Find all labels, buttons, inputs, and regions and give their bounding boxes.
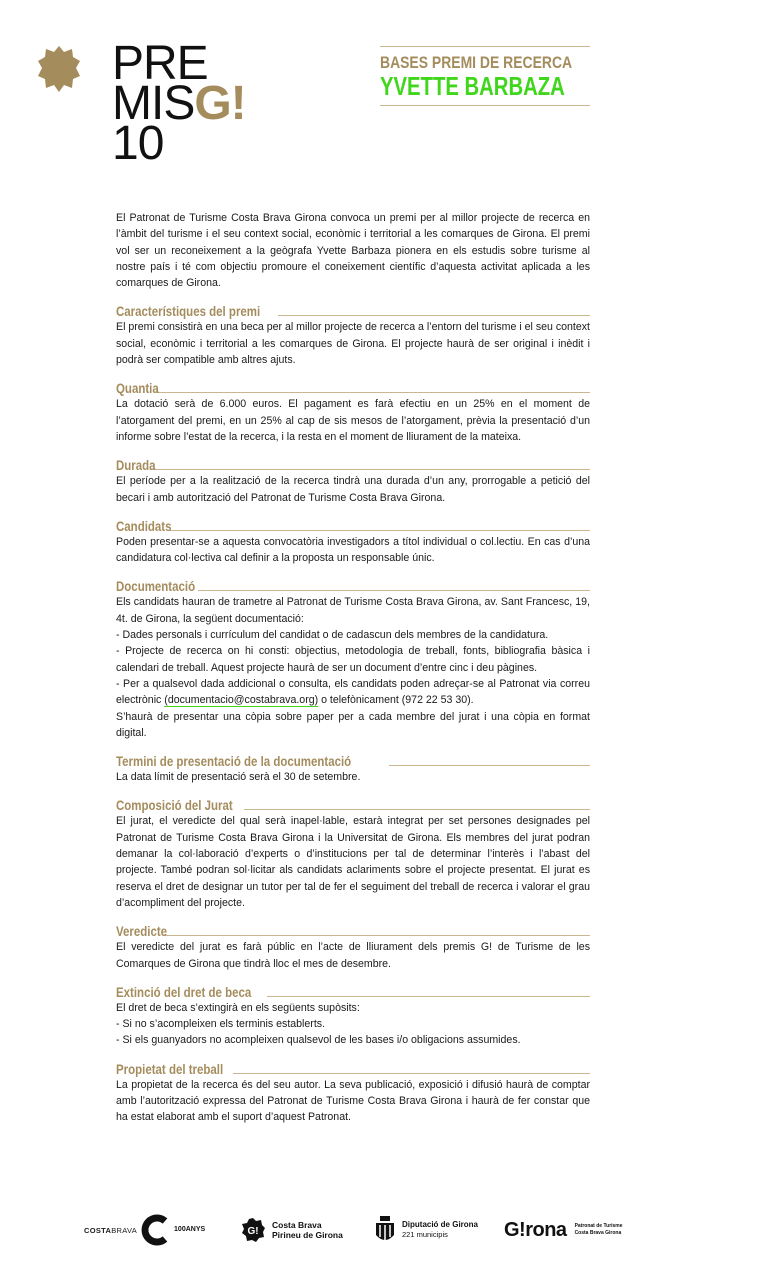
section-rule bbox=[154, 392, 590, 393]
patronat-line-2: Costa Brava Girona bbox=[574, 1230, 622, 1236]
logo-line-2-gold: G! bbox=[194, 77, 246, 130]
section-jurat bbox=[116, 793, 590, 911]
premis-logo bbox=[112, 37, 246, 170]
section-rule bbox=[150, 469, 590, 470]
section-header bbox=[116, 919, 590, 939]
title-box bbox=[380, 46, 590, 106]
list-item bbox=[116, 676, 590, 709]
section-header bbox=[116, 299, 590, 319]
section-rule bbox=[198, 590, 590, 591]
c-mark-icon bbox=[139, 1213, 173, 1247]
section-propietat bbox=[116, 1057, 590, 1126]
section-title: Composició del Jurat bbox=[116, 797, 233, 814]
section-title: Veredicte bbox=[116, 923, 168, 940]
section-paragraph: La propietat de la recerca és del seu autor. La seva publicació, exposició i difusió haurà de comptar amb l’autorització expressa del Patronat de Turisme Costa Brava Girona i haurà de fer constar que ha estat elaborat amb el suport d’aquest Patronat. bbox=[116, 1078, 590, 1124]
section-rule bbox=[164, 935, 590, 936]
logo-line-1: PRE bbox=[112, 37, 208, 90]
list-item: - Si els guanyadors no acompleixen qualsevol de les bases i/o obligacions assumides. bbox=[116, 1034, 521, 1047]
svg-text:G!: G! bbox=[247, 1226, 259, 1237]
section-header bbox=[116, 749, 590, 769]
section-header bbox=[116, 376, 590, 396]
girona-text: G!rona bbox=[504, 1218, 567, 1241]
section-header bbox=[116, 514, 590, 534]
g-badge-icon bbox=[240, 1217, 266, 1243]
section-rule bbox=[170, 530, 590, 531]
section-title: Característiques del premi bbox=[116, 303, 261, 320]
section-documentacio bbox=[116, 574, 590, 741]
section-paragraph: Poden presentar-se a aquesta convocatòria investigadors a títol individual o col.lectiu. En cas d’una candidatura col·lectiva cal definir a la proposta un responsable únic. bbox=[116, 535, 590, 565]
section-quantia bbox=[116, 376, 590, 445]
section-title: Quantia bbox=[116, 380, 159, 397]
section-rule bbox=[233, 1073, 590, 1074]
cbpg-text bbox=[272, 1220, 343, 1240]
section-header bbox=[116, 453, 590, 473]
section-paragraph: S’haurà de presentar una còpia sobre paper per a cada membre del jurat i una còpia en format digital. bbox=[116, 710, 590, 739]
section-header bbox=[116, 793, 590, 813]
section-veredicte bbox=[116, 919, 590, 972]
section-title: Termini de presentació de la documentació bbox=[116, 753, 352, 770]
cbpg-line-1: Costa Brava bbox=[272, 1220, 322, 1230]
section-rule bbox=[278, 315, 590, 316]
diputacio-logo bbox=[374, 1212, 478, 1248]
section-paragraph: La dotació serà de 6.000 euros. El pagament es farà efectiu en un 25% en el moment de l’atorgament del premi, en un 25% al cap de sis mesos de l’atorgament, prèvia la presentació d’un informe sobre l’estat de la recerca, i la resta en el moment de lliurament de la mateixa. bbox=[116, 398, 590, 443]
diputacio-crest-icon bbox=[374, 1215, 396, 1245]
section-header bbox=[116, 980, 590, 1000]
cbpg-line-2: Pirineu de Girona bbox=[272, 1230, 343, 1240]
section-title: Propietat del treball bbox=[116, 1060, 224, 1077]
section-candidats bbox=[116, 514, 590, 567]
diputacio-line-2: 221 municipis bbox=[402, 1230, 448, 1239]
anys-text: 100ANYS bbox=[174, 1226, 206, 1233]
section-header bbox=[116, 574, 590, 594]
patronat-line-1: Patronat de Turisme bbox=[574, 1223, 623, 1229]
section-paragraph: El veredicte del jurat es farà públic en l’acte de lliurament dels premis G! de Turisme de les Comarques de Girona que tindrà lloc el mes de desembre. bbox=[116, 941, 590, 970]
phone-text: o telefònicament (972 22 53 30). bbox=[318, 694, 474, 707]
section-title: Extinció del dret de beca bbox=[116, 983, 252, 1000]
costabrava-text-b: BRAVA bbox=[111, 1225, 138, 1235]
section-paragraph: El premi consistirà en una beca per al millor projecte de recerca a l’entorn del turisme i el seu context social, econòmic i territorial a les comarques de Girona. El projecte haurà de ser original i inèdit i podrà ser compatible amb altres ajuts. bbox=[116, 321, 591, 367]
patronat-text bbox=[575, 1223, 623, 1237]
section-durada bbox=[116, 453, 590, 506]
contact-text: - Per a qualsevol dada addicional o consulta, els candidats poden adreçar-se al Patronat via correu electrònic bbox=[116, 677, 590, 707]
section-termini bbox=[116, 749, 590, 785]
page-subtitle: BASES PREMI DE RECERCA bbox=[380, 53, 573, 72]
section-rule bbox=[267, 996, 590, 997]
list-item: - Dades personals i currículum del candidat o de cadascun dels membres de la candidatura. bbox=[116, 629, 549, 642]
logo-line-3: 10 bbox=[112, 117, 164, 170]
section-title: Documentació bbox=[116, 578, 196, 595]
section-paragraph: Els candidats hauran de trametre al Patronat de Turisme Costa Brava Girona, av. Sant Francesc, 19, 4t. de Girona, la següent documentació: bbox=[116, 596, 590, 625]
costabrava-100-logo bbox=[84, 1212, 205, 1248]
email-link[interactable]: (documentacio@costabrava.org) bbox=[164, 694, 319, 707]
section-rule bbox=[244, 809, 590, 810]
section-paragraph: El període per a la realització de la recerca tindrà una durada d’un any, prorrogable a petició del becari i amb autorització del Patronat de Turisme Costa Brava Girona. bbox=[116, 475, 590, 504]
section-paragraph: El jurat, el veredicte del qual serà inapel·lable, estarà integrat per set persones designades pel Patronat de Turisme Costa Brava Girona i la Universitat de Girona. Els membres del jurat podran demanar la col·laboració d’experts o d’institucions per tal de determinar l’interès i l’abast del projecte. També podran sol·licitar als candidats aclariments sobre el projecte presentat. El jurat es reserva el dret de designar un tutor per tal de fer el seguiment del treball de recerca i valorar el grau d’acompliment del projecte. bbox=[116, 815, 590, 909]
list-item: - Si no s’acompleixen els terminis establerts. bbox=[116, 1018, 326, 1031]
section-caracteristiques bbox=[116, 299, 590, 368]
costa-brava-pirineu-logo bbox=[240, 1212, 343, 1248]
costabrava-text-a: COSTA bbox=[84, 1225, 112, 1235]
header bbox=[0, 0, 760, 200]
girona-logo bbox=[504, 1212, 623, 1248]
logo-line-2-black: MIS bbox=[112, 77, 195, 130]
section-extincio bbox=[116, 980, 590, 1049]
document-body bbox=[116, 210, 590, 1126]
section-rule bbox=[389, 765, 590, 766]
list-item: - Projecte de recerca on hi consti: objectius, metodologia de treball, fonts, bibliografia bàsica i calendari de treball. Aquest projecte haurà de ser un document d’entre cinc i deu pàgines. bbox=[116, 645, 590, 674]
section-paragraph: La data límit de presentació serà el 30 de setembre. bbox=[116, 771, 361, 784]
footer-logos bbox=[84, 1212, 624, 1252]
diputacio-line-1: Diputació de Girona bbox=[402, 1220, 479, 1229]
section-header bbox=[116, 1057, 590, 1077]
section-title: Durada bbox=[116, 457, 156, 474]
section-title: Candidats bbox=[116, 517, 172, 534]
diputacio-text bbox=[402, 1220, 478, 1240]
starburst-badge-icon bbox=[36, 44, 82, 94]
section-paragraph: El dret de beca s’extingirà en els següents supòsits: bbox=[116, 1001, 360, 1014]
page-title: YVETTE BARBAZA bbox=[380, 71, 565, 101]
intro-paragraph: El Patronat de Turisme Costa Brava Girona convoca un premi per al millor projecte de recerca en l’àmbit del turisme i el seu context social, econòmic i territorial a les comarques de Girona. El premi vol ser un reconeixement a la geògrafa Yvette Barbaza pionera en els estudis sobre turisme al nostre país i té com objectiu promoure el coneixement científic d’aquesta activitat aplicada a les comarques de Girona. bbox=[116, 212, 590, 290]
